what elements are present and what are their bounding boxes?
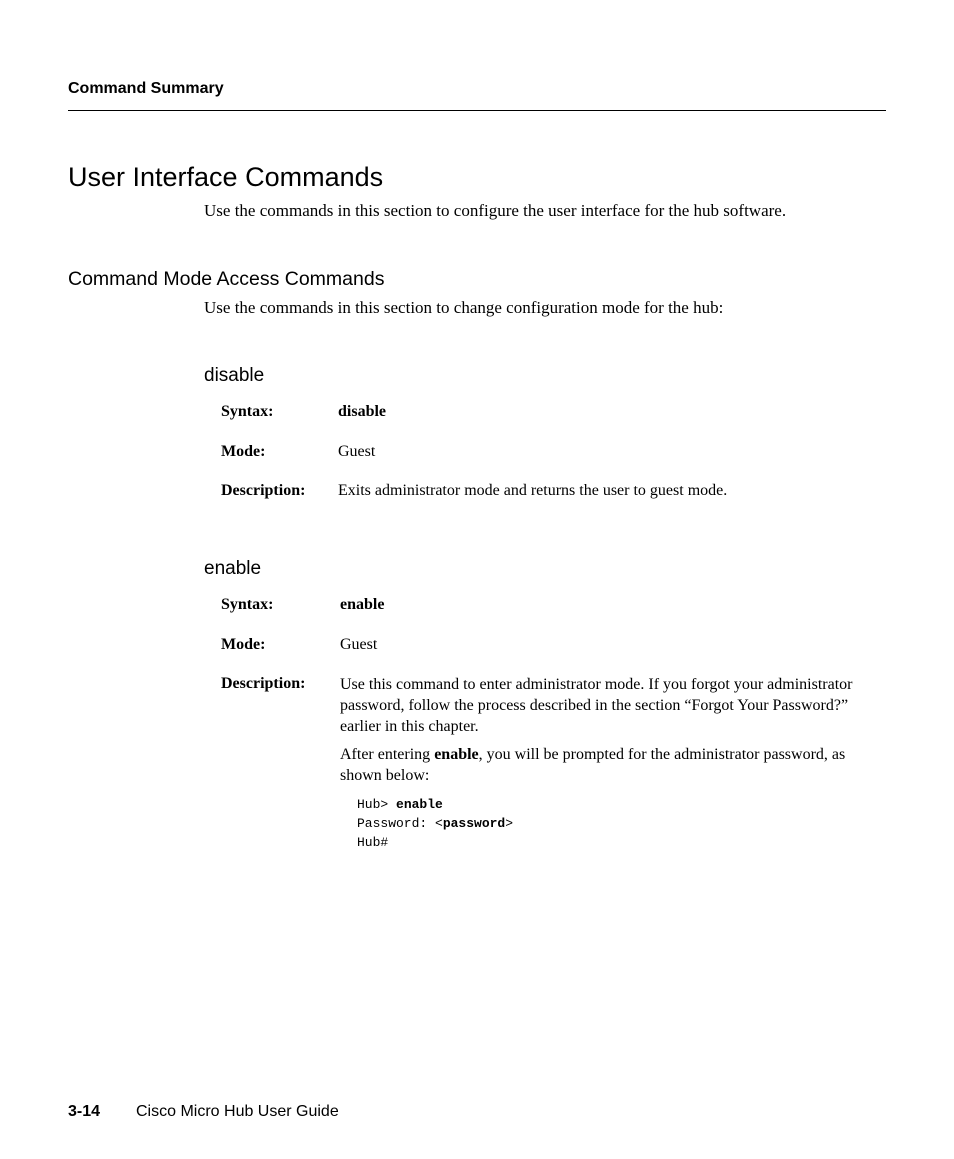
paragraph-text: , you will be prompted for the administrator password, as shown below: bbox=[340, 746, 846, 784]
paragraph-text: After entering bbox=[340, 746, 435, 763]
code-command: enable bbox=[396, 797, 443, 812]
subsection-intro: Use the commands in this section to change configuration mode for the hub: bbox=[204, 298, 724, 317]
enable-description-paragraph-2 bbox=[340, 744, 886, 786]
enable-mode-value: Guest bbox=[340, 636, 378, 653]
code-text: Password: < bbox=[357, 816, 443, 831]
disable-syntax-label: Syntax: bbox=[221, 403, 274, 420]
enable-command-heading: enable bbox=[204, 558, 262, 579]
disable-description-value: Exits administrator mode and returns the user to guest mode. bbox=[338, 482, 728, 499]
section-intro: Use the commands in this section to configure the user interface for the hub software. bbox=[204, 201, 787, 220]
code-example bbox=[357, 795, 513, 852]
disable-description-label: Description: bbox=[221, 482, 306, 499]
code-line bbox=[357, 814, 513, 833]
enable-syntax-value: enable bbox=[340, 596, 385, 613]
section-title: User Interface Commands bbox=[68, 162, 384, 192]
code-text: > bbox=[505, 816, 514, 831]
inline-command: enable bbox=[434, 746, 479, 763]
disable-mode-value: Guest bbox=[338, 443, 376, 460]
code-line: Hub# bbox=[357, 835, 389, 850]
disable-command-heading: disable bbox=[204, 365, 265, 386]
running-header: Command Summary bbox=[68, 80, 224, 97]
header-rule bbox=[68, 110, 886, 111]
enable-description-label: Description: bbox=[221, 675, 306, 692]
disable-mode-label: Mode: bbox=[221, 443, 266, 460]
enable-syntax-label: Syntax: bbox=[221, 596, 274, 613]
code-prompt: Hub> bbox=[357, 797, 397, 812]
subsection-title: Command Mode Access Commands bbox=[68, 268, 385, 290]
code-line bbox=[357, 795, 513, 814]
enable-mode-label: Mode: bbox=[221, 636, 266, 653]
book-title: Cisco Micro Hub User Guide bbox=[136, 1103, 339, 1120]
page-number: 3-14 bbox=[68, 1103, 101, 1120]
enable-description-paragraph: Use this command to enter administrator mode. If you forgot your administrator password, follow the process described in the section “Forgot Your Password?” earlier in this chapter. bbox=[340, 676, 853, 735]
disable-syntax-value: disable bbox=[338, 403, 387, 420]
code-placeholder: password bbox=[442, 816, 506, 831]
